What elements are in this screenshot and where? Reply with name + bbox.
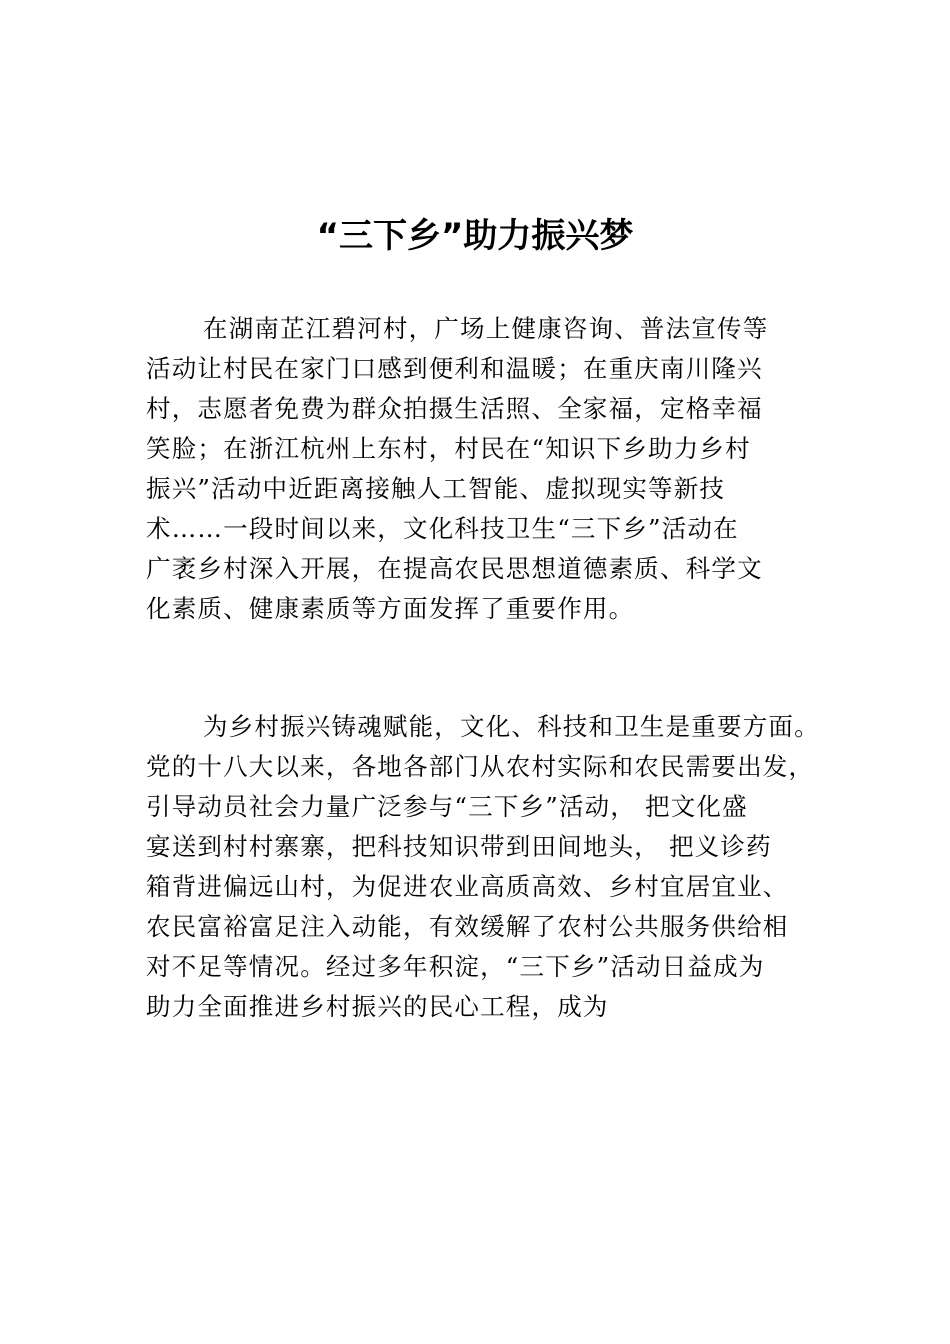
paragraph-2-line-5: 箱背进偏远山村，为促进农业高质高效、乡村宜居宜业、 bbox=[146, 872, 789, 901]
paragraph-1-line-6: 术……一段时间以来，文化科技卫生“三下乡”活动在 bbox=[146, 514, 739, 543]
paragraph-1-line-1: 在湖南芷江碧河村，广场上健康咨询、普法宣传等 bbox=[203, 314, 769, 343]
paragraph-1-line-5: 振兴”活动中近距离接触人工智能、虚拟现实等新技 bbox=[146, 474, 726, 503]
paragraph-1-line-7: 广袤乡村深入开展，在提高农民思想道德素质、科学文 bbox=[146, 554, 763, 583]
paragraph-1-line-8: 化素质、健康素质等方面发挥了重要作用。 bbox=[146, 594, 635, 623]
paragraph-2-line-8: 助力全面推进乡村振兴的民心工程，成为 bbox=[146, 992, 609, 1021]
paragraph-2-line-1: 为乡村振兴铸魂赋能，文化、科技和卫生是重要方面。 bbox=[203, 712, 820, 741]
paragraph-2-line-2: 党的十八大以来，各地各部门从农村实际和农民需要出发， bbox=[146, 752, 815, 781]
paragraph-2-line-6: 农民富裕富足注入动能，有效缓解了农村公共服务供给相 bbox=[146, 912, 789, 941]
paragraph-2-line-7: 对不足等情况。经过多年积淀，“三下乡”活动日益成为 bbox=[146, 952, 765, 981]
paragraph-2-line-4: 宴送到村村寨寨，把科技知识带到田间地头， 把义诊药 bbox=[146, 832, 772, 861]
document-title: “三下乡”助力振兴梦 bbox=[316, 216, 634, 256]
paragraph-1-line-4: 笑脸；在浙江杭州上东村，村民在“知识下乡助力乡村 bbox=[146, 434, 751, 463]
paragraph-1-line-2: 活动让村民在家门口感到便利和温暖；在重庆南川隆兴 bbox=[146, 354, 763, 383]
paragraph-2-line-3: 引导动员社会力量广泛参与“三下乡”活动， 把文化盛 bbox=[146, 792, 748, 821]
paragraph-1-line-3: 村，志愿者免费为群众拍摄生活照、全家福，定格幸福 bbox=[146, 394, 763, 423]
